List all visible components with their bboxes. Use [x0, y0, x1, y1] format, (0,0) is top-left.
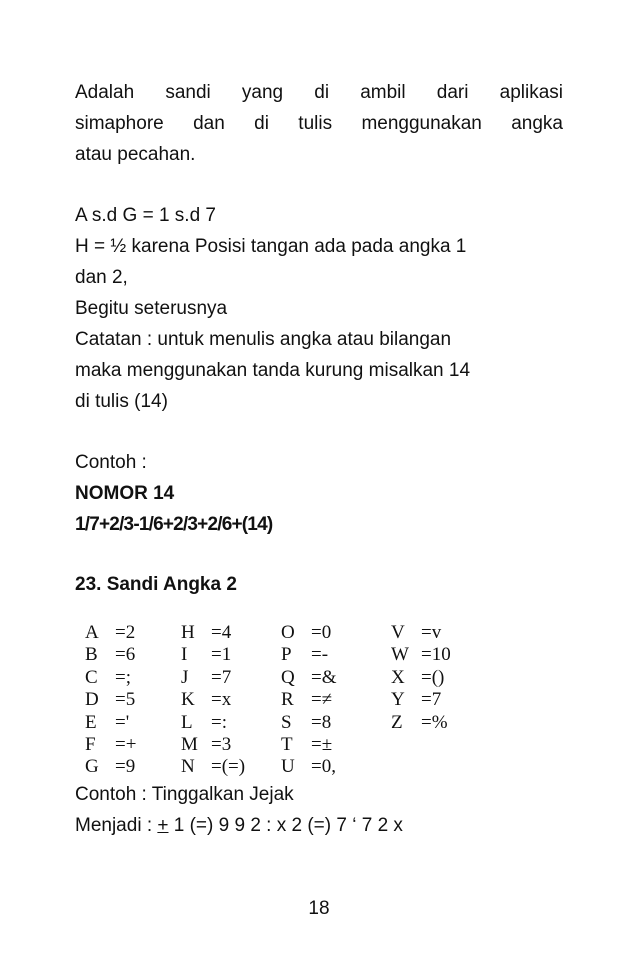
cipher-entry — [281, 712, 337, 734]
cipher-entry — [85, 712, 136, 734]
cipher-code: =1 — [211, 644, 232, 666]
cipher-code: =% — [421, 711, 448, 733]
section-heading: 23. Sandi Angka 2 — [75, 574, 237, 595]
rule-line: dan 2, — [75, 267, 128, 288]
cipher-letter: C — [85, 666, 98, 688]
rule-line: Begitu seterusnya — [75, 298, 228, 319]
example2-rest: 1 (=) 9 9 2 : x 2 (=) 7 ‘ 7 2 x — [168, 815, 403, 836]
cipher-letter: O — [281, 622, 295, 643]
cipher-entry — [391, 644, 451, 666]
cipher-entry — [281, 734, 337, 756]
cipher-code: =0 — [311, 622, 332, 643]
cipher-entry — [85, 644, 136, 666]
cipher-letter: F — [85, 733, 96, 755]
cipher-letter: U — [281, 756, 295, 778]
cipher-column-2 — [181, 622, 245, 779]
cipher-entry — [281, 622, 337, 644]
page-number: 18 — [308, 898, 330, 919]
cipher-code: =9 — [115, 756, 136, 778]
example-label: Contoh : — [75, 452, 147, 473]
cipher-entry — [181, 712, 245, 734]
cipher-letter: J — [181, 666, 189, 688]
cipher-letter: W — [391, 644, 409, 666]
cipher-code: =v — [421, 622, 442, 643]
cipher-letter: S — [281, 711, 292, 733]
cipher-entry — [85, 734, 136, 756]
intro-line-3: atau pecahan. — [75, 144, 196, 165]
cipher-code: =0, — [311, 756, 336, 778]
example2-prefix: Menjadi : — [75, 815, 158, 836]
cipher-code: =≠ — [311, 689, 333, 711]
cipher-letter: X — [391, 666, 405, 688]
cipher-entry — [391, 622, 451, 644]
cipher-letter: Z — [391, 711, 403, 733]
cipher-code: =' — [115, 711, 130, 733]
example2-line-2 — [75, 813, 563, 839]
example-title: NOMOR 14 — [75, 483, 175, 504]
cipher-letter: D — [85, 689, 99, 711]
cipher-code: =6 — [115, 644, 136, 666]
cipher-code: =() — [421, 666, 445, 688]
cipher-entry — [281, 644, 337, 666]
cipher-code: =8 — [311, 711, 332, 733]
cipher-code: =x — [211, 689, 232, 711]
cipher-code: =3 — [211, 733, 232, 755]
cipher-letter: T — [281, 733, 293, 755]
rule-line: di tulis (14) — [75, 391, 168, 412]
cipher-letter: A — [85, 622, 99, 643]
cipher-column-1 — [85, 622, 136, 779]
cipher-entry — [85, 622, 136, 644]
cipher-entry — [391, 689, 451, 711]
cipher-code: =+ — [115, 733, 137, 755]
cipher-entry — [281, 756, 337, 778]
cipher-letter: G — [85, 756, 99, 778]
cipher-entry — [391, 667, 451, 689]
rule-line: Catatan : untuk menulis angka atau bilangan — [75, 329, 452, 350]
cipher-entry — [85, 667, 136, 689]
cipher-code: =± — [311, 733, 333, 755]
cipher-entry — [181, 689, 245, 711]
cipher-code: =- — [311, 644, 329, 666]
cipher-letter: Q — [281, 666, 295, 688]
cipher-entry — [181, 667, 245, 689]
cipher-code: =4 — [211, 622, 232, 643]
example2-line-1: Contoh : Tinggalkan Jejak — [75, 784, 294, 805]
intro-line-1: Adalah sandi yang di ambil dari aplikasi — [75, 82, 563, 103]
cipher-column-4 — [391, 622, 451, 734]
rule-line: A s.d G = 1 s.d 7 — [75, 205, 216, 226]
cipher-code: =& — [311, 666, 337, 688]
cipher-entry — [181, 622, 245, 644]
cipher-code: =7 — [211, 666, 232, 688]
cipher-code: =2 — [115, 622, 136, 643]
cipher-letter: E — [85, 711, 97, 733]
cipher-letter: H — [181, 622, 195, 643]
rule-line: H = ½ karena Posisi tangan ada pada angka 1 — [75, 236, 467, 257]
cipher-code: =5 — [115, 689, 136, 711]
cipher-entry — [181, 734, 245, 756]
rule-line: maka menggunakan tanda kurung misalkan 14 — [75, 360, 471, 381]
cipher-letter: L — [181, 711, 193, 733]
cipher-entry — [391, 712, 451, 734]
cipher-entry — [85, 756, 136, 778]
cipher-letter: V — [391, 622, 405, 643]
cipher-code: =(=) — [211, 756, 246, 778]
cipher-code: =10 — [421, 644, 451, 666]
cipher-letter: K — [181, 689, 195, 711]
cipher-letter: N — [181, 756, 195, 778]
cipher-column-3 — [281, 622, 337, 779]
intro-line-2: simaphore dan di tulis menggunakan angka — [75, 113, 563, 134]
cipher-letter: R — [281, 689, 294, 711]
cipher-code: =7 — [421, 689, 442, 711]
cipher-letter: M — [181, 733, 198, 755]
cipher-entry — [181, 756, 245, 778]
cipher-entry — [85, 689, 136, 711]
cipher-letter: Y — [391, 689, 405, 711]
cipher-code: =; — [115, 666, 131, 688]
cipher-letter: P — [281, 644, 292, 666]
plus-minus-symbol: + — [157, 815, 169, 836]
cipher-entry — [181, 644, 245, 666]
example-code: 1/7+2/3-1/6+2/3+2/6+(14) — [75, 514, 273, 535]
cipher-entry — [281, 689, 337, 711]
cipher-entry — [281, 667, 337, 689]
cipher-letter: B — [85, 644, 98, 666]
cipher-letter: I — [181, 644, 188, 666]
cipher-code: =: — [211, 711, 227, 733]
